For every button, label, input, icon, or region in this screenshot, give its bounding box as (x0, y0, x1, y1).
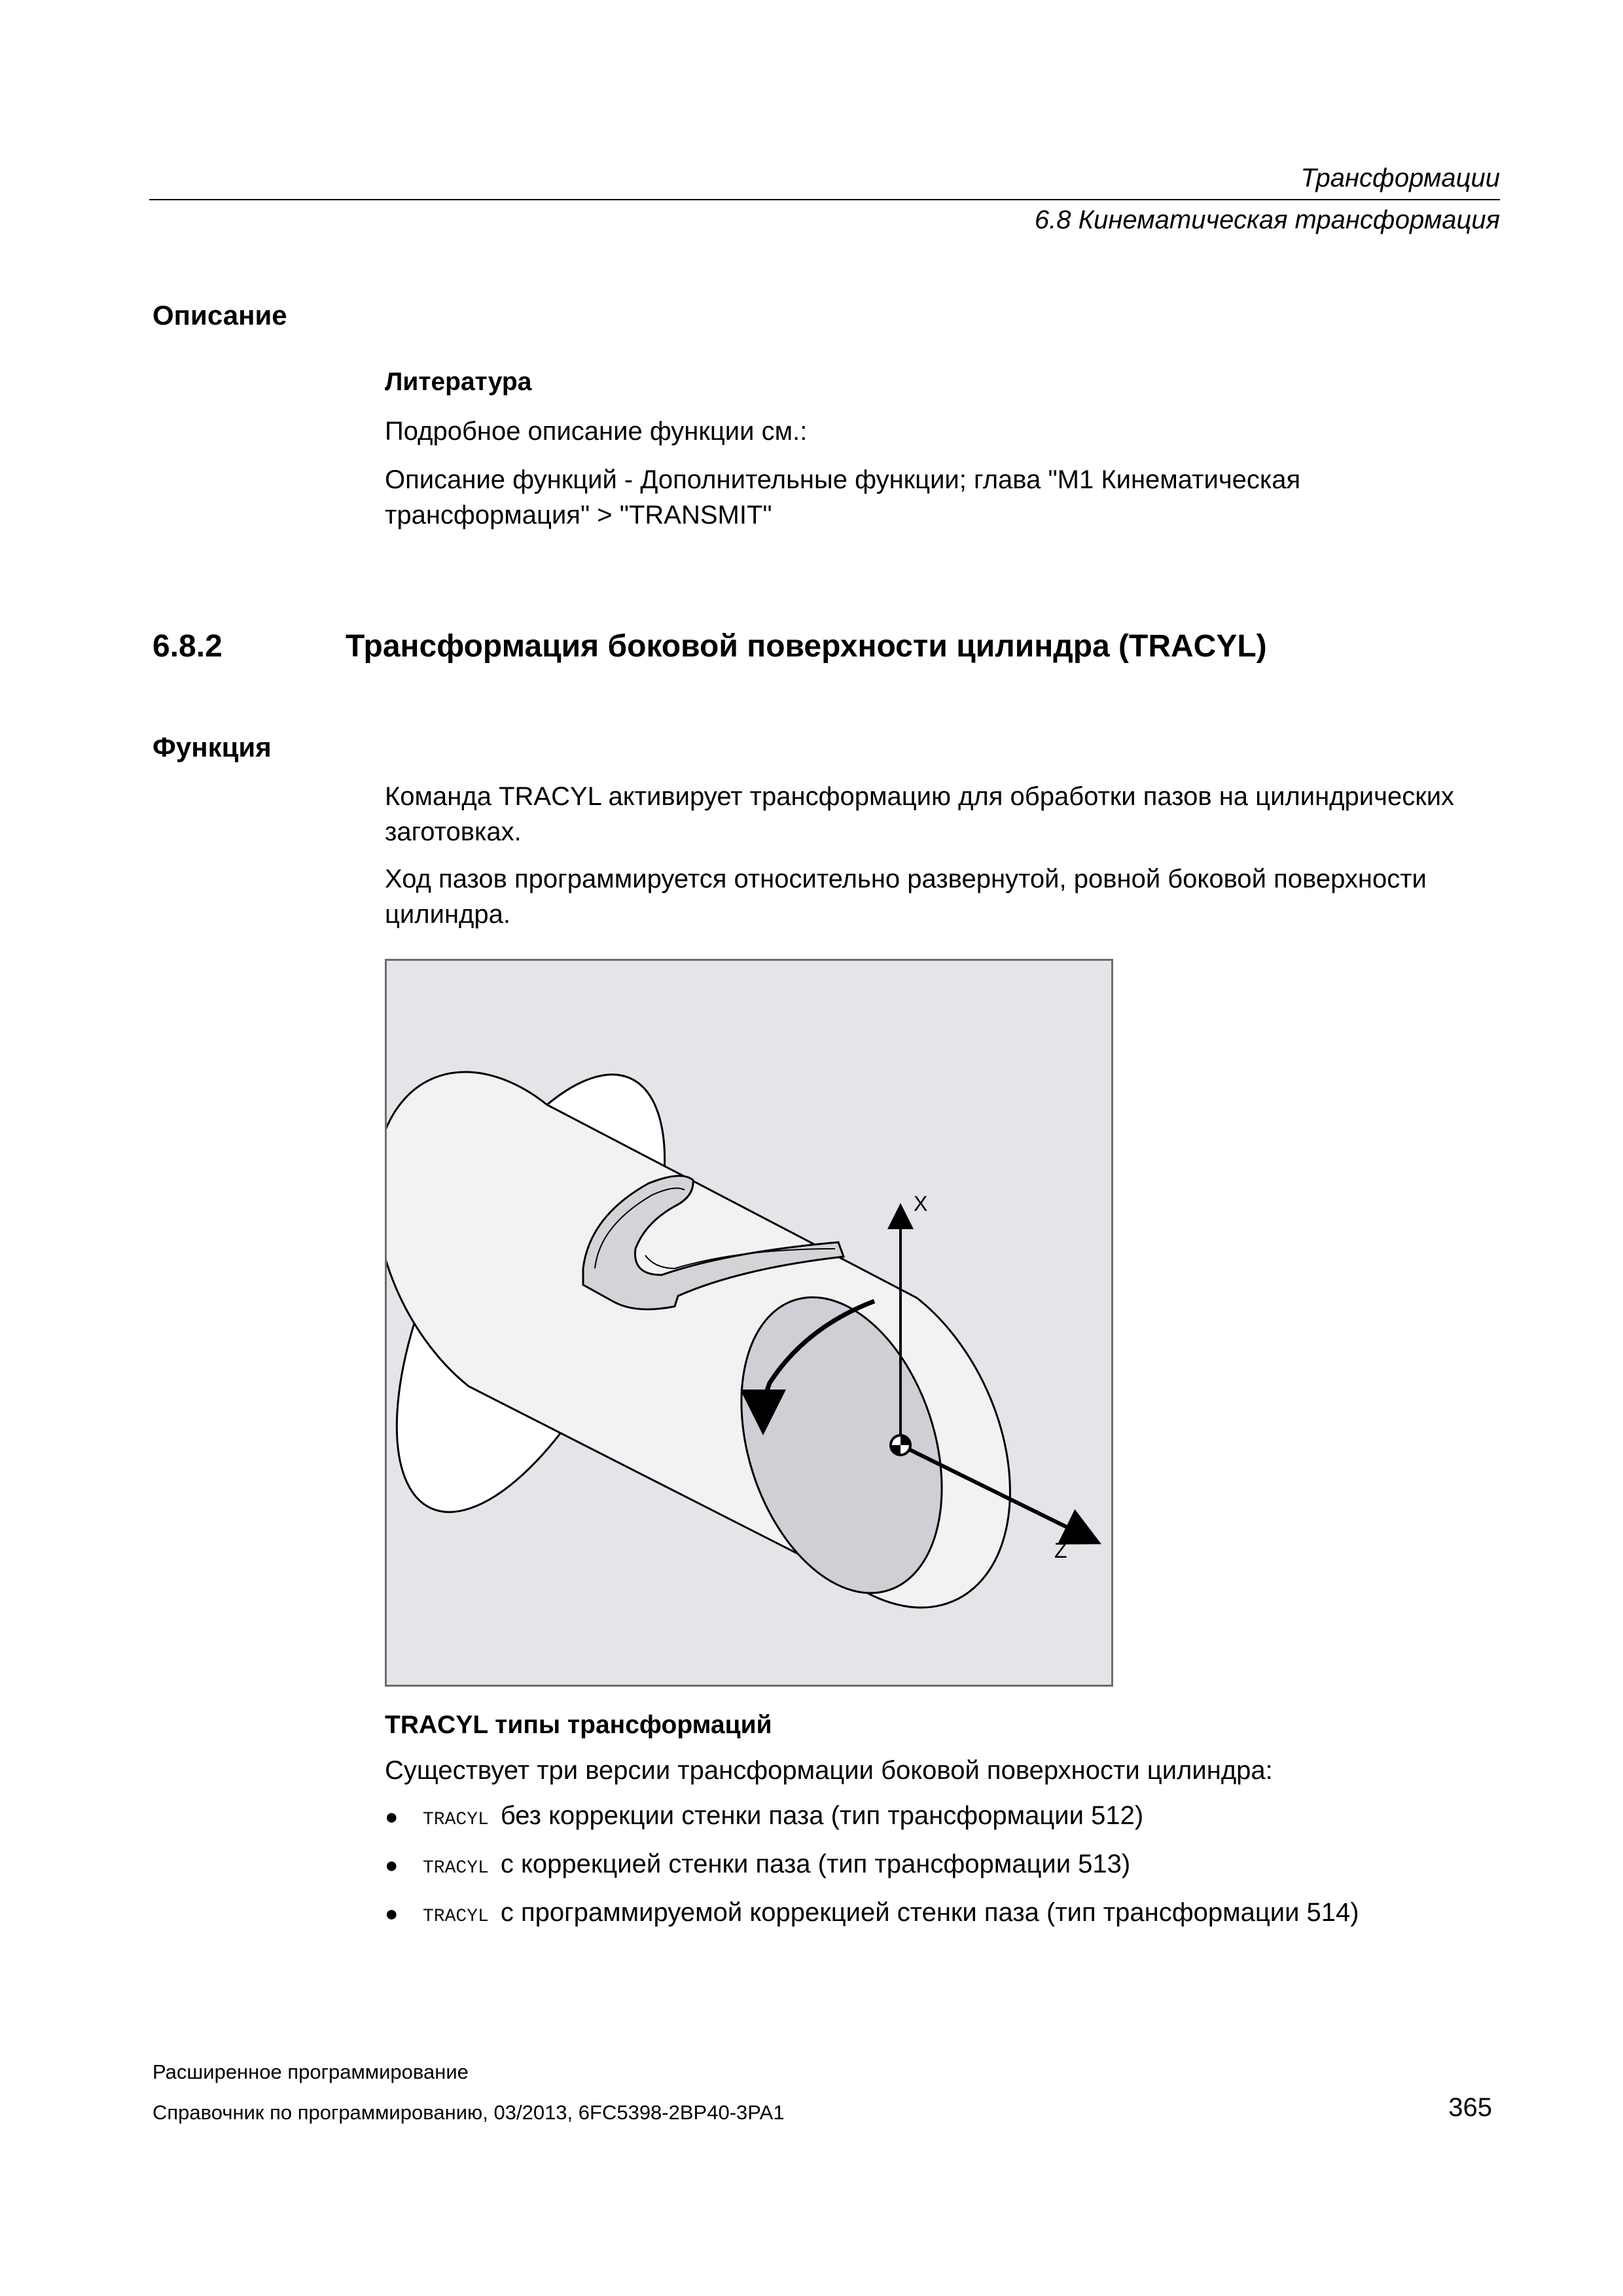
description-paragraph-1: Подробное описание функции см.: (385, 417, 808, 446)
running-header-section: 6.8 Кинематическая трансформация (1034, 206, 1500, 234)
list-item-text: с коррекцией стенки паза (тип трансформации 513) (500, 1850, 1131, 1878)
running-header-chapter: Трансформации (1300, 164, 1500, 192)
cylinder-illustration (387, 961, 1111, 1685)
tracyl-types-intro: Существует три версии трансформации боковой поверхности цилиндра: (385, 1756, 1273, 1785)
axis-label-z: Z (1054, 1539, 1067, 1562)
function-paragraph-1-line-2: заготовках. (385, 817, 522, 846)
list-item (385, 1898, 1359, 1928)
footer-reference: Справочник по программированию, 03/2013, 6FC5398-2BP40-3PA1 (152, 2101, 785, 2124)
code-keyword: TRACYL (423, 1907, 489, 1927)
function-paragraph-2-line-1: Ход пазов программируется относительно развернутой, ровной боковой поверхности (385, 865, 1427, 893)
footer-title: Расширенное программирование (152, 2060, 469, 2083)
literature-heading: Литература (385, 368, 532, 396)
list-item (385, 1850, 1130, 1879)
function-heading: Функция (152, 732, 272, 762)
list-item (385, 1801, 1143, 1831)
tracyl-figure (385, 959, 1113, 1687)
list-item-text: без коррекции стенки паза (тип трансформации 512) (500, 1801, 1144, 1830)
bullet-icon: ● (385, 1853, 399, 1878)
description-paragraph-2-line-1: Описание функций - Дополнительные функции; глава "M1 Кинематическая (385, 465, 1301, 494)
function-paragraph-1-line-1: Команда TRACYL активирует трансформацию для обработки пазов на цилиндрических (385, 782, 1455, 811)
bullet-icon: ● (385, 1901, 399, 1926)
bullet-icon: ● (385, 1804, 399, 1829)
description-paragraph-2-line-2: трансформация" > "TRANSMIT" (385, 501, 772, 529)
axis-label-x: X (914, 1192, 928, 1215)
description-heading: Описание (152, 300, 287, 331)
function-paragraph-2-line-2: цилиндра. (385, 900, 510, 929)
tracyl-types-heading: TRACYL типы трансформаций (385, 1711, 772, 1739)
list-item-text: с программируемой коррекцией стенки паза (тип трансформации 514) (500, 1898, 1359, 1927)
page-number: 365 (1448, 2093, 1492, 2122)
code-keyword: TRACYL (423, 1858, 489, 1878)
section-title: Трансформация боковой поверхности цилиндра (TRACYL) (346, 629, 1267, 664)
section-number: 6.8.2 (152, 629, 223, 664)
code-keyword: TRACYL (423, 1810, 489, 1830)
header-rule (149, 199, 1500, 200)
axis-label-y: Y (753, 1390, 768, 1414)
